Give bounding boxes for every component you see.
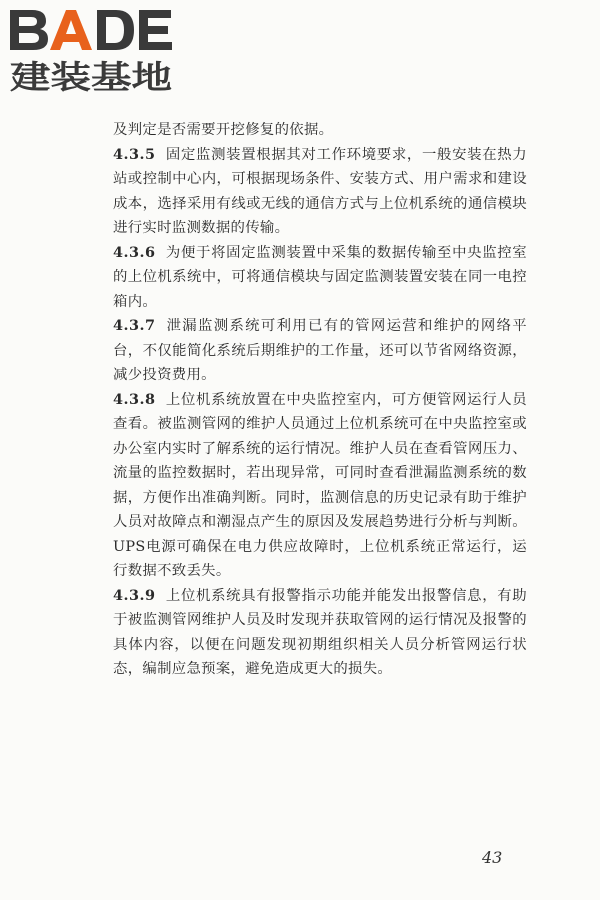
bade-logo-graphic xyxy=(8,4,178,96)
section-text: 为便于将固定监测装置中采集的数据传输至中央监控室的上位机系统中，可将通信模块与固定监测装置安装在同一电控箱内。 xyxy=(113,244,527,310)
section-number: 4.3.8 xyxy=(113,390,156,408)
section-text: 固定监测装置根据其对工作环境要求，一般安装在热力站或控制中心内，可根据现场条件、安装方式、用户需求和建设成本，选择采用有线或无线的通信方式与上位机系统的通信模块进行实时监测数据的传输。 xyxy=(113,146,527,236)
section-text: 上位机系统具有报警指示功能并能发出报警信息，有助于被监测管网维护人员及时发现并获取管网的运行情况及报警的具体内容，以便在问题发现初期组织相关人员分析管网运行状态，编制应急预案，避免造成更大的损失。 xyxy=(113,587,527,677)
intro-paragraph: 及判定是否需要开挖修复的依据。 xyxy=(113,122,334,138)
section-number: 4.3.7 xyxy=(113,317,156,334)
section-4-3-7 xyxy=(113,314,527,388)
section-4-3-9 xyxy=(113,584,527,682)
section-number: 4.3.6 xyxy=(113,243,156,261)
section-text: 泄漏监测系统可利用已有的管网运营和维护的网络平台，不仅能简化系统后期维护的工作量，还可以节省网络资源，减少投资费用。 xyxy=(113,318,527,383)
section-number: 4.3.5 xyxy=(113,145,156,163)
section-number: 4.3.9 xyxy=(113,586,156,604)
bade-logo xyxy=(8,4,178,96)
document-body xyxy=(113,118,527,682)
page-number: 43 xyxy=(482,848,503,867)
section-4-3-8 xyxy=(113,388,527,584)
section-4-3-5 xyxy=(113,143,527,241)
section-text: 上位机系统放置在中央监控室内，可方便管网运行人员查看。被监测管网的维护人员通过上位机系统可在中央监控室或办公室内实时了解系统的运行情况。维护人员在查看管网压力、流量的监控数据时，若出现异常，可同时查看泄漏监测系统的数据，方便作出准确判断。同时，监测信息的历史记录有助于维护人员对故障点和潮湿点产生的原因及发展趋势进行分析与判断。UPS电源可确保在电力供应故障时，上位机系统正常运行，运行数据不致丢失。 xyxy=(113,391,527,579)
section-4-3-6 xyxy=(113,241,527,315)
logo-subtitle: 建装基地 xyxy=(10,58,172,96)
